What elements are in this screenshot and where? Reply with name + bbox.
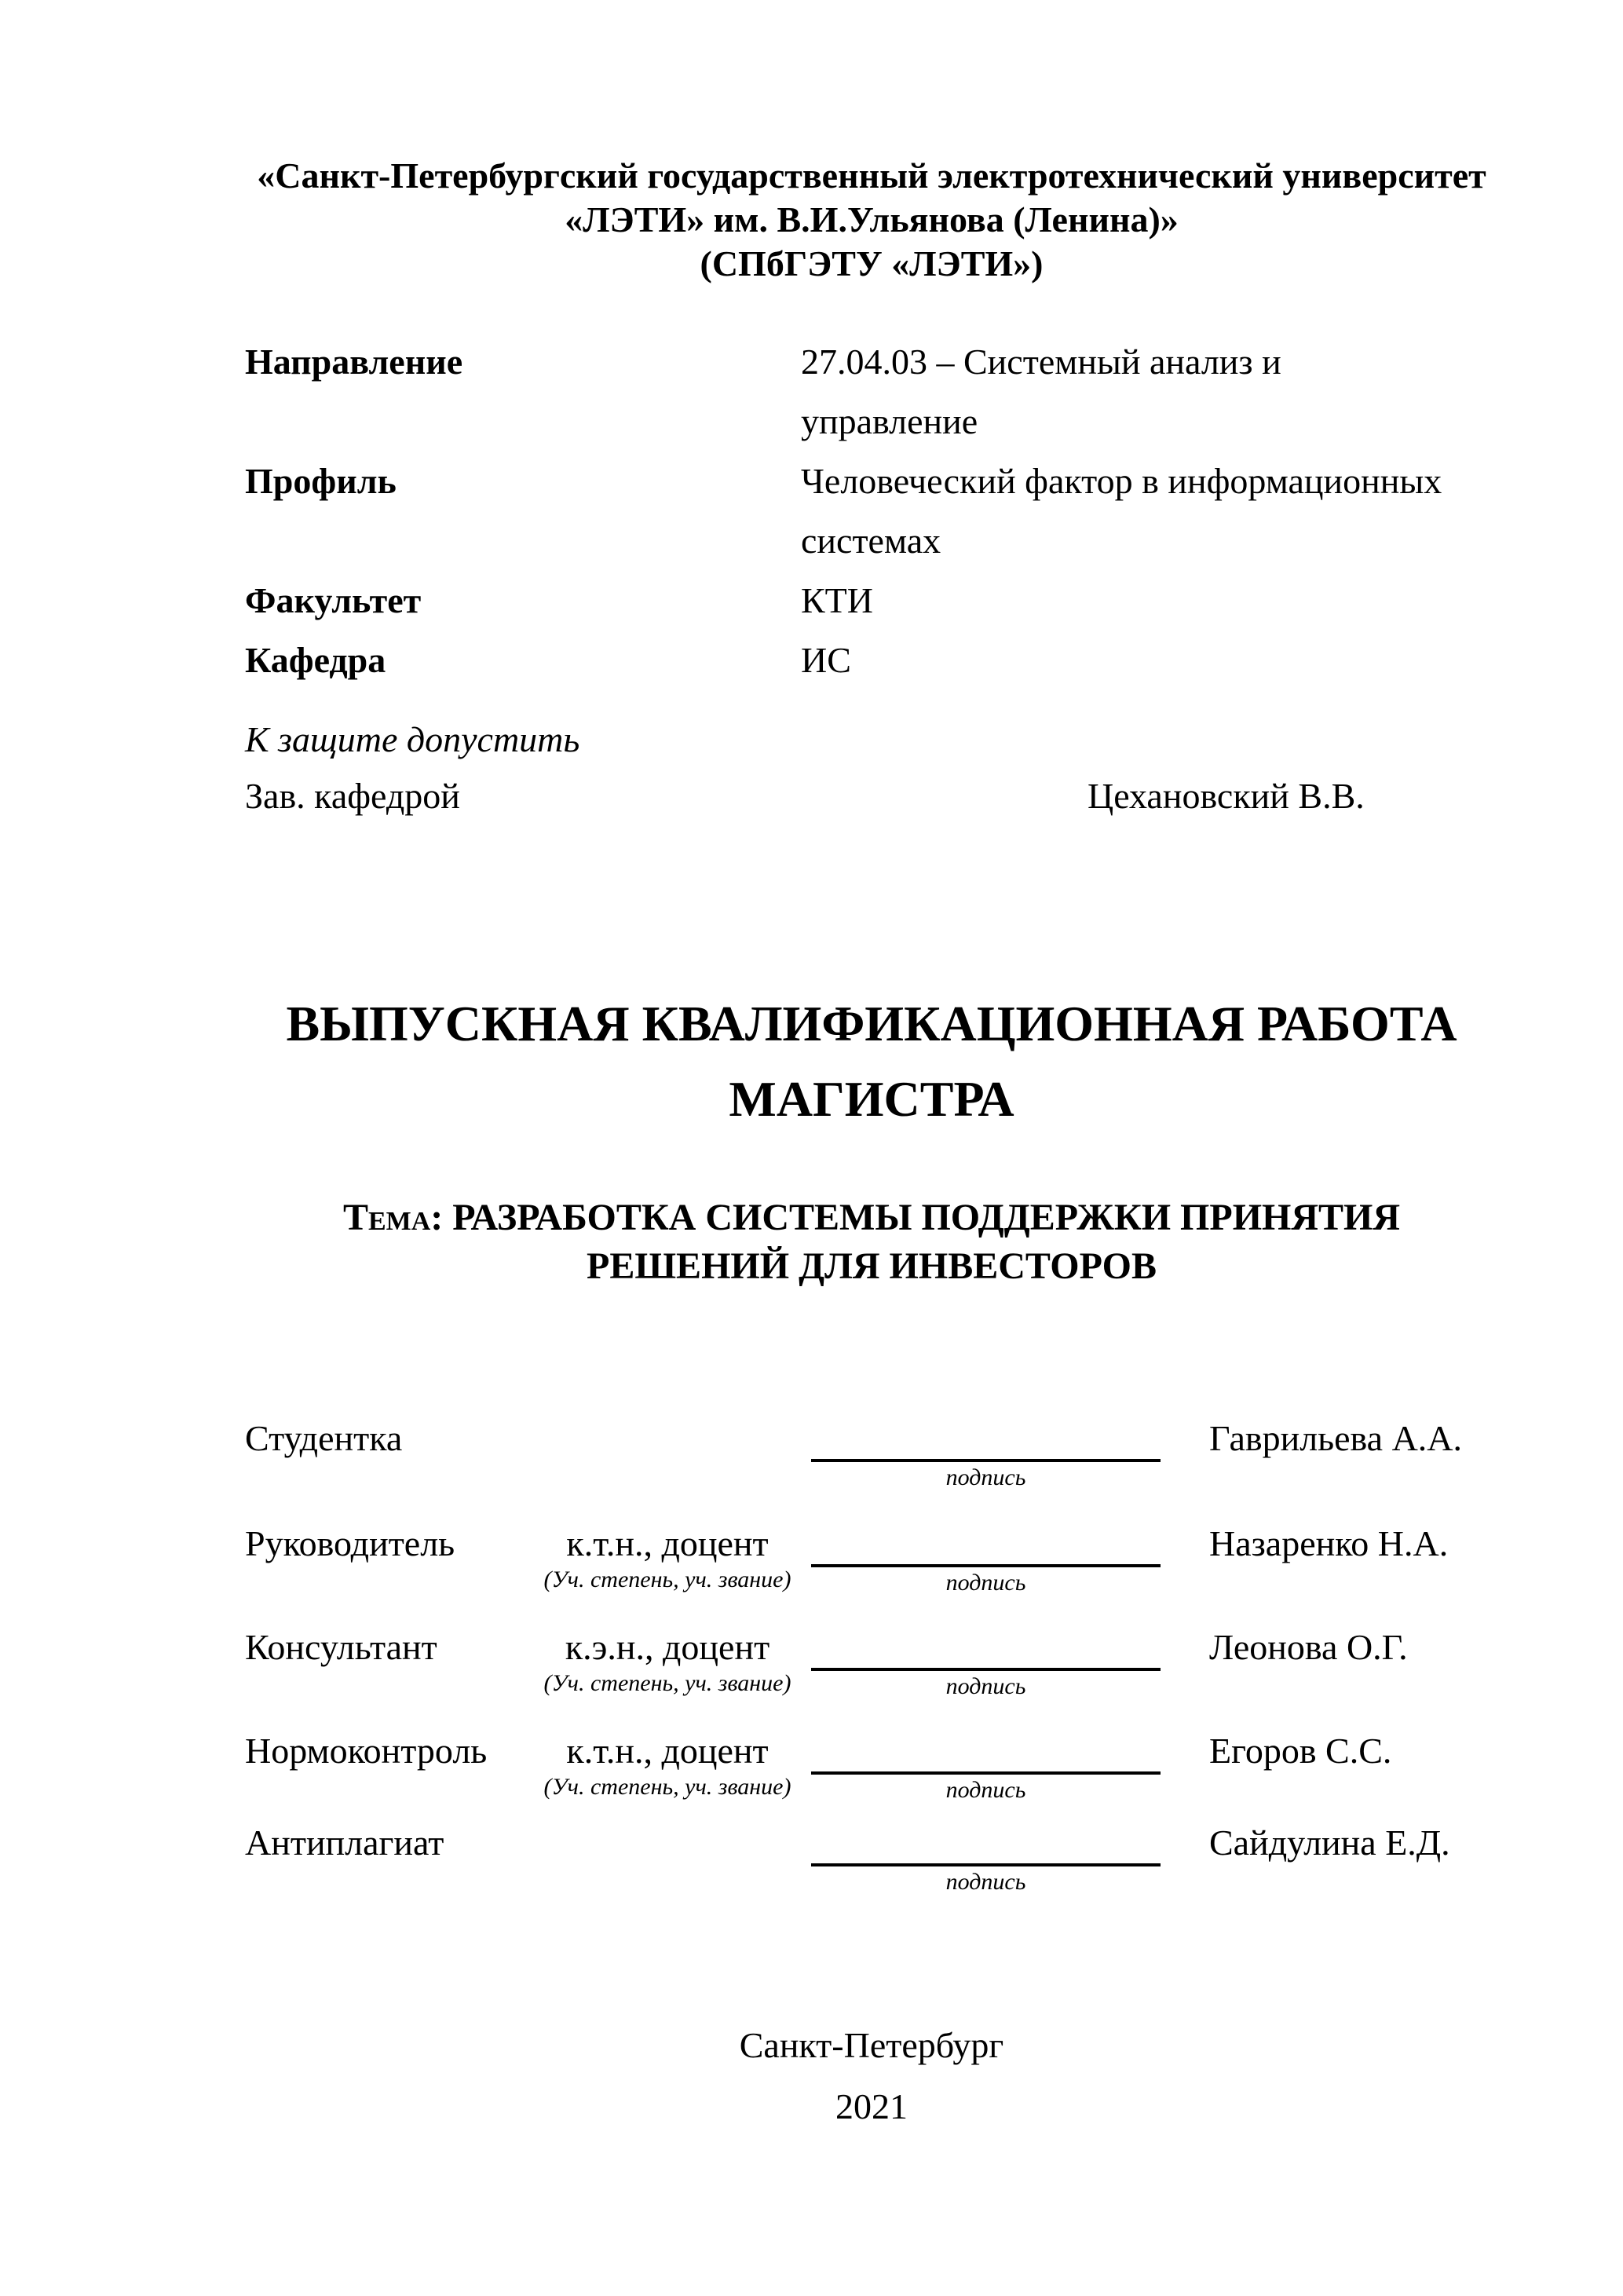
university-header-line-2: «ЛЭТИ» им. В.И.Ульянова (Ленина)» xyxy=(565,199,1179,239)
university-header-line-3: (СПбГЭТУ «ЛЭТИ») xyxy=(700,243,1044,283)
field-value-profile-wrap: системах xyxy=(801,520,941,561)
signature-line xyxy=(811,1411,1161,1462)
role-label: Антиплагиат xyxy=(245,1823,444,1863)
thesis-title-line-1: ВЫПУСКНАЯ КВАЛИФИКАЦИОННАЯ РАБОТА xyxy=(286,996,1457,1051)
footer-year: 2021 xyxy=(835,2086,908,2126)
signature-line xyxy=(811,1516,1161,1567)
field-label-department: Кафедра xyxy=(245,639,386,680)
degree-caption: (Уч. степень, уч. звание) xyxy=(543,1567,791,1592)
signature-row-norm-control xyxy=(232,1724,1519,1812)
theme-line-2: РЕШЕНИЙ ДЛЯ ИНВЕСТОРОВ xyxy=(587,1245,1157,1287)
field-row-profile xyxy=(245,451,1513,510)
degree-label: к.т.н., доцент xyxy=(566,1731,769,1771)
degree-caption: (Уч. степень, уч. звание) xyxy=(543,1670,791,1696)
degree-label: к.т.н., доцент xyxy=(566,1523,769,1563)
theme-title xyxy=(232,1194,1512,1291)
signature-row-student xyxy=(232,1411,1519,1499)
theme-prefix: Тема: xyxy=(342,1197,444,1238)
signature-caption: подпись xyxy=(945,1570,1026,1596)
signatory-name: Леонова О.Г. xyxy=(1209,1627,1408,1667)
field-row-direction xyxy=(245,331,1513,391)
signature-row-supervisor xyxy=(232,1516,1519,1604)
approval-name: Цехановский В.В. xyxy=(1087,776,1365,816)
signature-line xyxy=(811,1724,1161,1775)
signature-caption: подпись xyxy=(945,1464,1026,1490)
signature-row-antiplagiarism xyxy=(232,1815,1519,1903)
signature-line xyxy=(811,1620,1161,1671)
field-label-direction: Направление xyxy=(245,341,463,382)
degree-label: к.э.н., доцент xyxy=(565,1627,770,1667)
signatory-name: Сайдулина Е.Д. xyxy=(1209,1823,1450,1863)
admission-note: К защите допустить xyxy=(245,719,580,759)
role-label: Студентка xyxy=(245,1418,403,1458)
footer xyxy=(232,2015,1512,2137)
field-value-direction: 27.04.03 – Системный анализ и xyxy=(801,341,1281,382)
field-row-faculty xyxy=(245,570,1513,630)
signature-line xyxy=(811,1815,1161,1866)
signature-caption: подпись xyxy=(945,1777,1026,1803)
field-label-profile: Профиль xyxy=(245,460,397,501)
university-header-line-1: «Санкт-Петербургский государственный электротехнический университет xyxy=(257,155,1486,196)
footer-city: Санкт-Петербург xyxy=(739,2025,1004,2065)
role-label: Консультант xyxy=(245,1627,437,1667)
field-row-direction-wrap xyxy=(245,391,1513,451)
signature-caption: подпись xyxy=(945,1869,1026,1895)
field-value-department: ИС xyxy=(801,639,851,680)
thesis-title-line-2: МАГИСТРА xyxy=(729,1071,1014,1127)
theme-text-1: РАЗРАБОТКА СИСТЕМЫ ПОДДЕРЖКИ ПРИНЯТИЯ xyxy=(443,1197,1401,1238)
role-label: Руководитель xyxy=(245,1523,455,1563)
field-value-profile: Человеческий фактор в информационных xyxy=(801,460,1442,501)
signatory-name: Гаврильева А.А. xyxy=(1209,1418,1463,1458)
signature-caption: подпись xyxy=(945,1673,1026,1699)
field-row-profile-wrap xyxy=(245,510,1513,570)
approval-label: Зав. кафедрой xyxy=(245,776,460,816)
approval-row xyxy=(245,774,1509,818)
field-value-faculty: КТИ xyxy=(801,579,873,620)
field-label-faculty: Факультет xyxy=(245,579,422,620)
university-header xyxy=(232,154,1512,286)
field-value-direction-wrap: управление xyxy=(801,400,978,441)
field-row-department xyxy=(245,630,1513,689)
signatory-name: Назаренко Н.А. xyxy=(1209,1523,1449,1563)
signature-row-consultant xyxy=(232,1620,1519,1708)
program-fields-block xyxy=(245,331,1513,689)
role-label: Нормоконтроль xyxy=(245,1731,488,1771)
theme-line-1 xyxy=(232,1194,1512,1242)
thesis-title xyxy=(232,986,1512,1137)
signatory-name: Егоров С.С. xyxy=(1209,1731,1392,1771)
degree-caption: (Уч. степень, уч. звание) xyxy=(543,1774,791,1800)
